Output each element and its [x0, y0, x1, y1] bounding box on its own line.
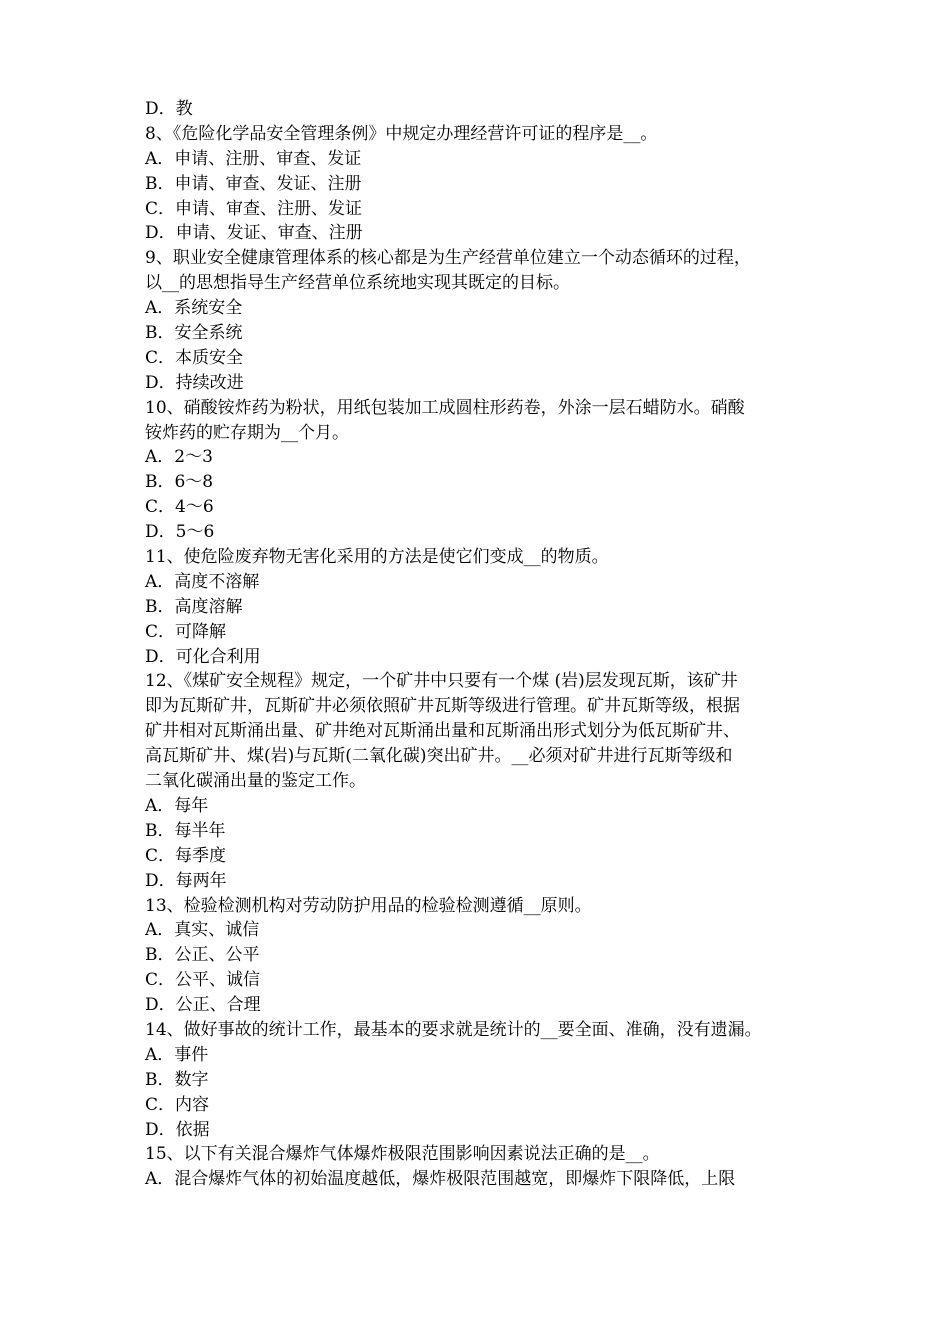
- option-line: D．依据: [145, 1119, 210, 1140]
- option-line: D．5～6: [145, 522, 215, 543]
- option-line: C．公平、诚信: [145, 970, 261, 991]
- question-12-line: 12、《煤矿安全规程》规定，一个矿井中只要有一个煤 (岩)层发现瓦斯，该矿井: [145, 671, 738, 692]
- option-line: D．每两年: [145, 870, 227, 891]
- question-15-line: 15、以下有关混合爆炸气体爆炸极限范围影响因素说法正确的是__。: [145, 1144, 660, 1165]
- option-line: B．高度溶解: [145, 596, 243, 617]
- document-page: [145, 97, 815, 1192]
- option-line: B．安全系统: [145, 323, 243, 344]
- option-line: D．申请、发证、审查、注册: [145, 223, 363, 244]
- option-line: C．申请、审查、注册、发证: [145, 198, 363, 219]
- question-10-line: 10、硝酸铵炸药为粉状，用纸包装加工成圆柱形药卷，外涂一层石蜡防水。硝酸: [145, 397, 745, 418]
- option-line: A．混合爆炸气体的初始温度越低，爆炸极限范围越宽，即爆炸下限降低，上限: [145, 1169, 736, 1190]
- option-line: B．6～8: [145, 472, 214, 493]
- option-line: A．系统安全: [145, 298, 243, 319]
- question-11-line: 11、使危险废弃物无害化采用的方法是使它们变成__的物质。: [145, 547, 609, 568]
- option-line: A．高度不溶解: [145, 571, 260, 592]
- question-9-line: 9、职业安全健康管理体系的核心都是为生产经营单位建立一个动态循环的过程，: [145, 248, 751, 269]
- option-line: A．每年: [145, 795, 209, 816]
- option-line: B．每半年: [145, 820, 226, 841]
- option-line: D．可化合利用: [145, 646, 261, 667]
- question-12-line: 高瓦斯矿井、煤(岩)与瓦斯(二氧化碳)突出矿井。__必须对矿井进行瓦斯等级和: [145, 746, 733, 767]
- option-line: D．持续改进: [145, 372, 244, 393]
- option-line: A．申请、注册、审查、发证: [145, 148, 362, 169]
- option-line: B．数字: [145, 1069, 209, 1090]
- question-10-line: 铵炸药的贮存期为__个月。: [145, 422, 349, 443]
- option-line: D．教: [145, 99, 193, 119]
- option-line: A．2～3: [145, 447, 213, 468]
- option-line: A．事件: [145, 1044, 209, 1065]
- question-12-line: 即为瓦斯矿井，瓦斯矿井必须依照矿井瓦斯等级进行管理。矿井瓦斯等级，根据: [145, 696, 740, 717]
- question-13-line: 13、检验检测机构对劳动防护用品的检验检测遵循__原则。: [145, 895, 592, 916]
- option-line: C．4～6: [145, 497, 214, 518]
- question-9-line: 以__的思想指导生产经营单位系统地实现其既定的目标。: [145, 273, 570, 294]
- option-line: A．真实、诚信: [145, 920, 260, 941]
- question-14-line: 14、做好事故的统计工作，最基本的要求就是统计的__要全面、准确，没有遗漏。: [145, 1019, 762, 1040]
- question-8-line: 8、《危险化学品安全管理条例》中规定办理经营许可证的程序是__。: [145, 123, 658, 144]
- option-line: D．公正、合理: [145, 995, 261, 1016]
- option-line: B．公正、公平: [145, 945, 260, 966]
- option-line: B．申请、审查、发证、注册: [145, 173, 362, 194]
- question-12-line: 二氧化碳涌出量的鉴定工作。: [145, 771, 366, 792]
- option-line: C．本质安全: [145, 347, 244, 368]
- question-12-line: 矿井相对瓦斯涌出量、矿井绝对瓦斯涌出量和瓦斯涌出形式划分为低瓦斯矿井、: [145, 721, 740, 742]
- option-line: C．内容: [145, 1094, 210, 1115]
- option-line: C．可降解: [145, 621, 227, 642]
- option-line: C．每季度: [145, 845, 227, 866]
